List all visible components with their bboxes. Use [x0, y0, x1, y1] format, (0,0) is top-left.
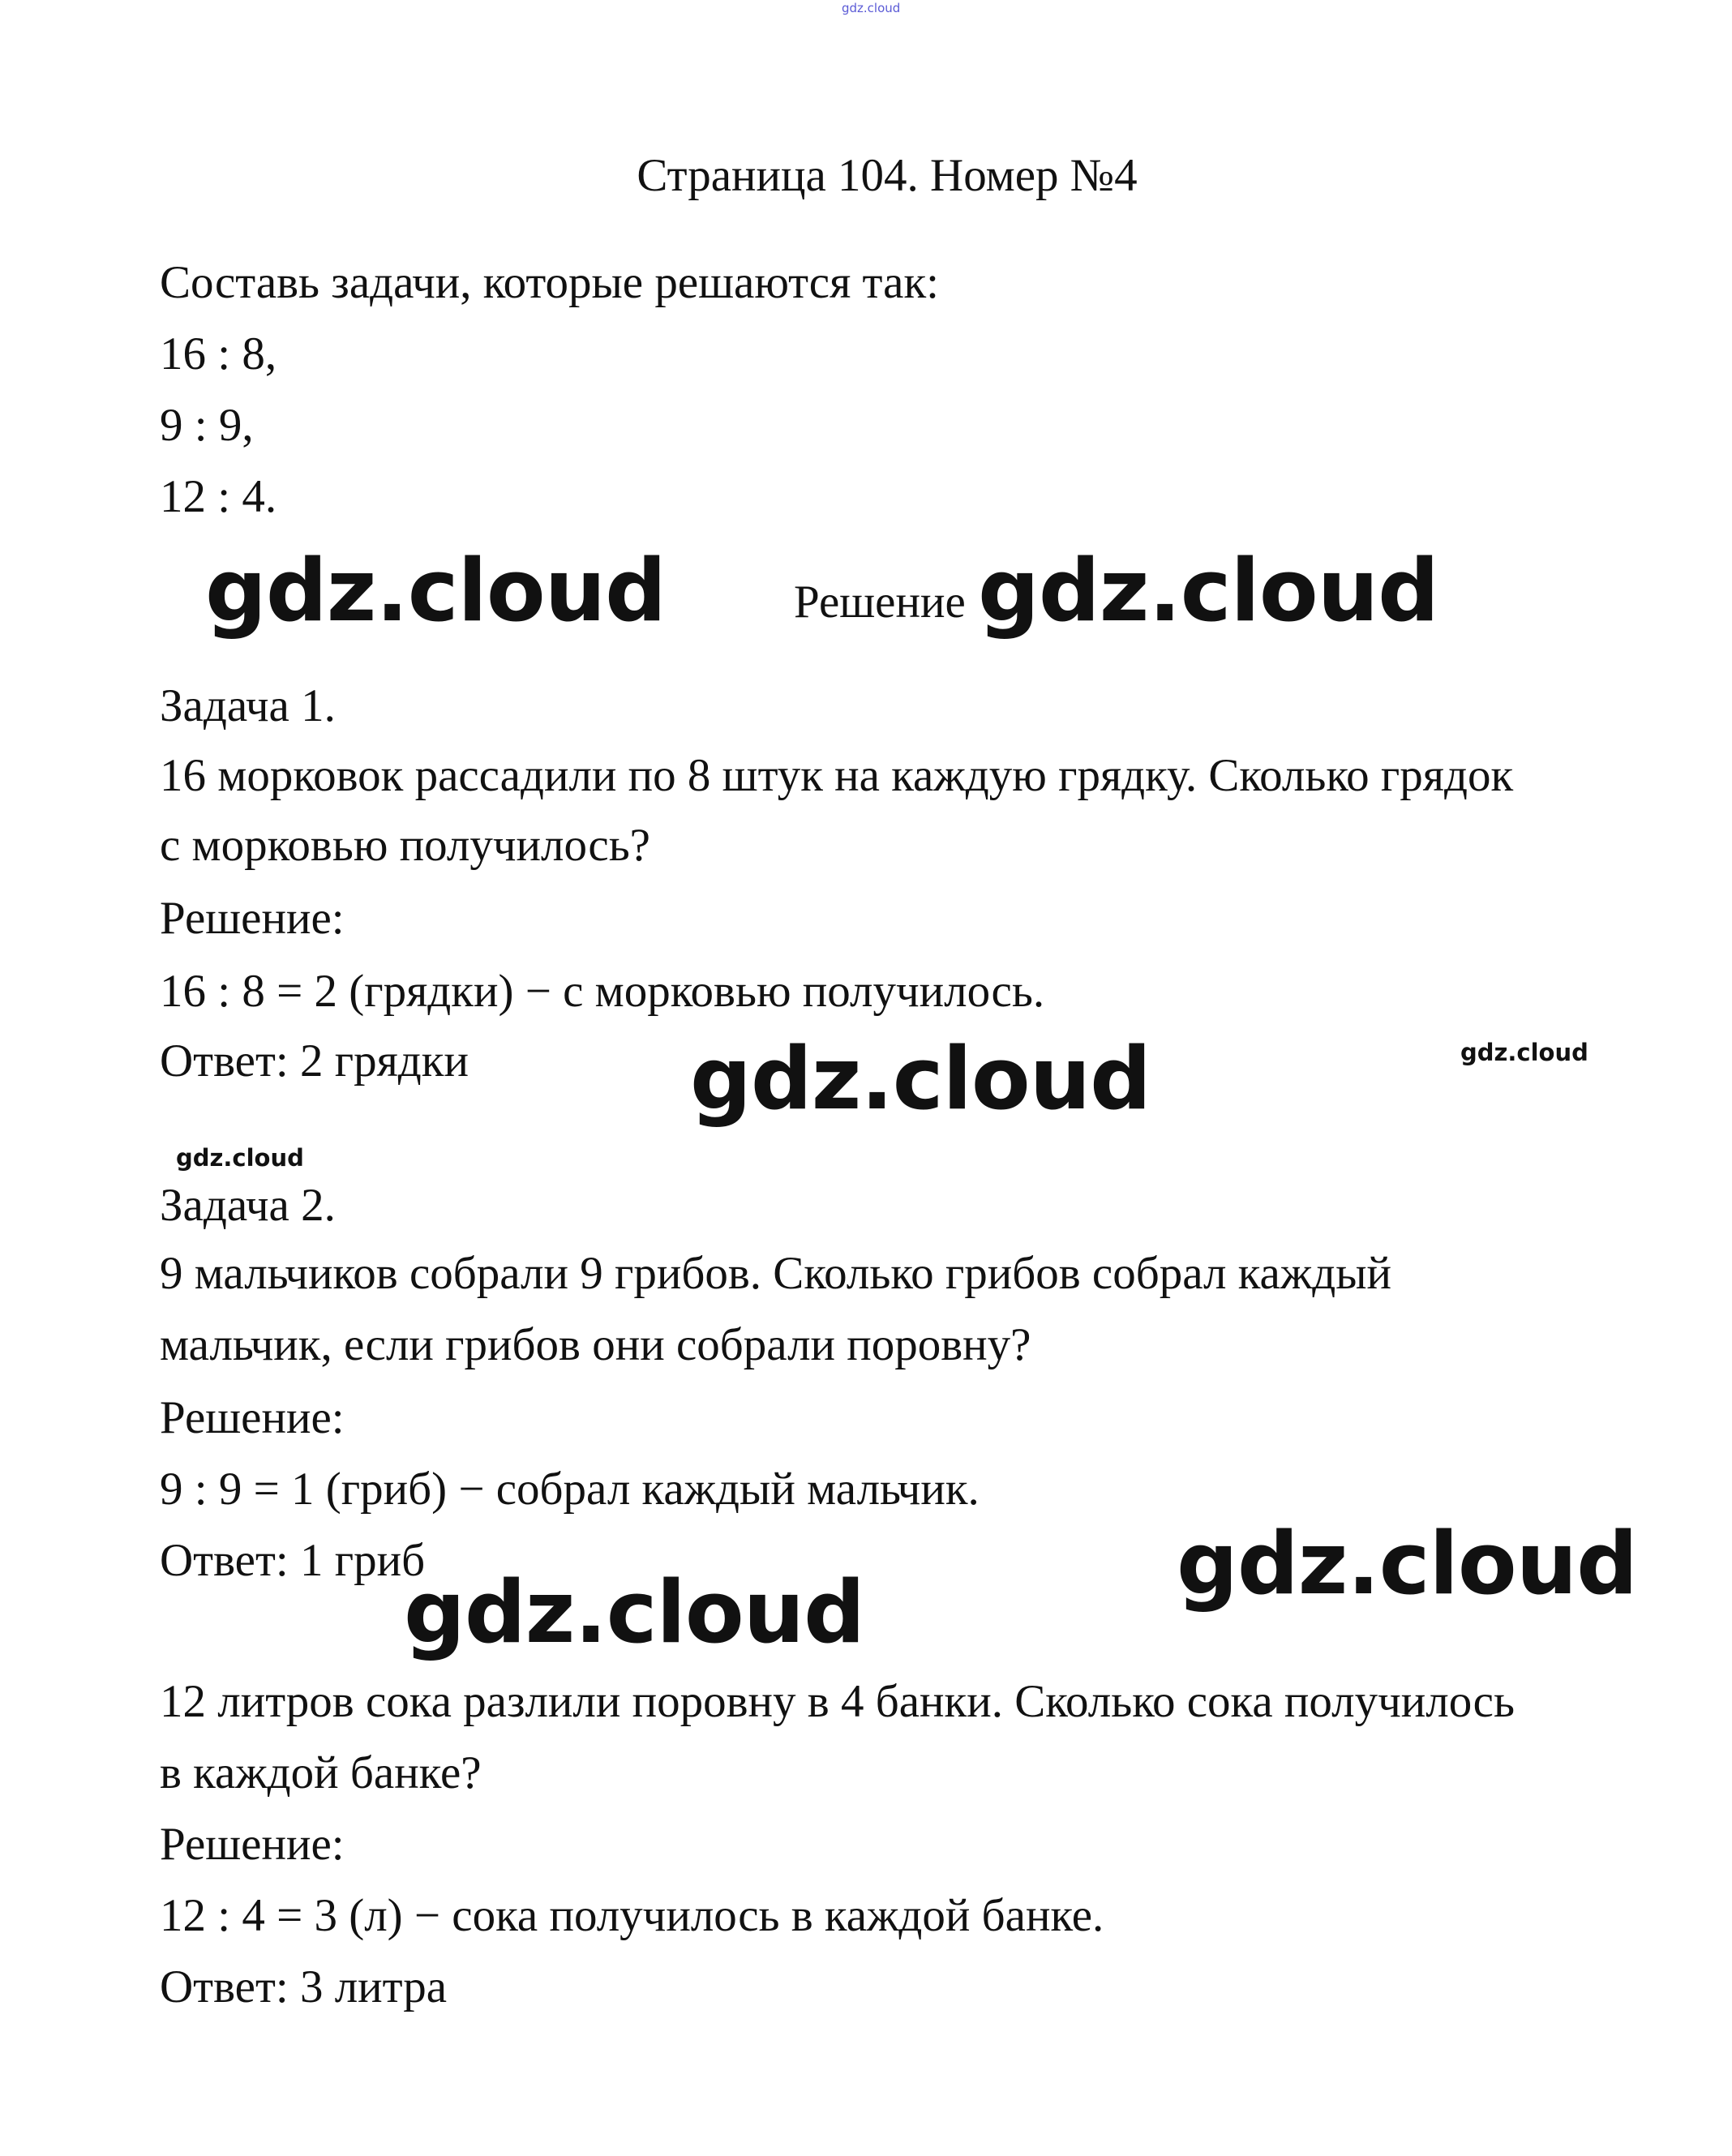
- solution-label: Решение:: [160, 893, 345, 944]
- watermark-logo: gdz.cloud: [690, 1029, 1151, 1129]
- task-expression: 9 : 9,: [160, 400, 254, 451]
- task-prompt: Составь задачи, которые решаются так:: [160, 257, 939, 308]
- task-expression: 16 : 8,: [160, 328, 277, 379]
- answer-line: Ответ: 3 литра: [160, 1961, 448, 2012]
- solution-label: Решение:: [160, 1819, 345, 1870]
- solution-label: Решение:: [160, 1392, 345, 1443]
- problem-text: мальчик, если грибов они собрали поровну?: [160, 1319, 1031, 1370]
- answer-line: Ответ: 2 грядки: [160, 1035, 469, 1087]
- problem-text: 12 литров сока разлили поровну в 4 банки. Сколько сока получилось: [160, 1676, 1515, 1727]
- watermark-logo: gdz.cloud: [978, 541, 1439, 641]
- watermark-logo: gdz.cloud: [1460, 1039, 1588, 1066]
- watermark-logo: gdz.cloud: [1177, 1514, 1638, 1614]
- watermark-logo: gdz.cloud: [176, 1144, 304, 1172]
- watermark-logo: gdz.cloud: [404, 1562, 865, 1662]
- problem-heading: Задача 1.: [160, 680, 336, 731]
- answer-line: Ответ: 1 гриб: [160, 1535, 426, 1586]
- solution-line: 9 : 9 = 1 (гриб) − собрал каждый мальчик.: [160, 1464, 980, 1515]
- solution-line: 16 : 8 = 2 (грядки) − с морковью получилось.: [160, 966, 1045, 1017]
- page-title: Страница 104. Номер №4: [637, 150, 1138, 201]
- problem-text: с морковью получилось?: [160, 820, 650, 871]
- task-expression: 12 : 4.: [160, 471, 277, 522]
- top-watermark: gdz.cloud: [842, 1, 901, 15]
- problem-heading: Задача 2.: [160, 1180, 336, 1231]
- solution-heading: Решение: [794, 577, 966, 628]
- problem-text: 16 морковок рассадили по 8 штук на каждую грядку. Сколько грядок: [160, 750, 1514, 801]
- problem-text: 9 мальчиков собрали 9 грибов. Сколько грибов собрал каждый: [160, 1248, 1392, 1299]
- solution-line: 12 : 4 = 3 (л) − сока получилось в каждой банке.: [160, 1890, 1104, 1941]
- problem-text: в каждой банке?: [160, 1747, 482, 1798]
- watermark-logo: gdz.cloud: [205, 541, 667, 641]
